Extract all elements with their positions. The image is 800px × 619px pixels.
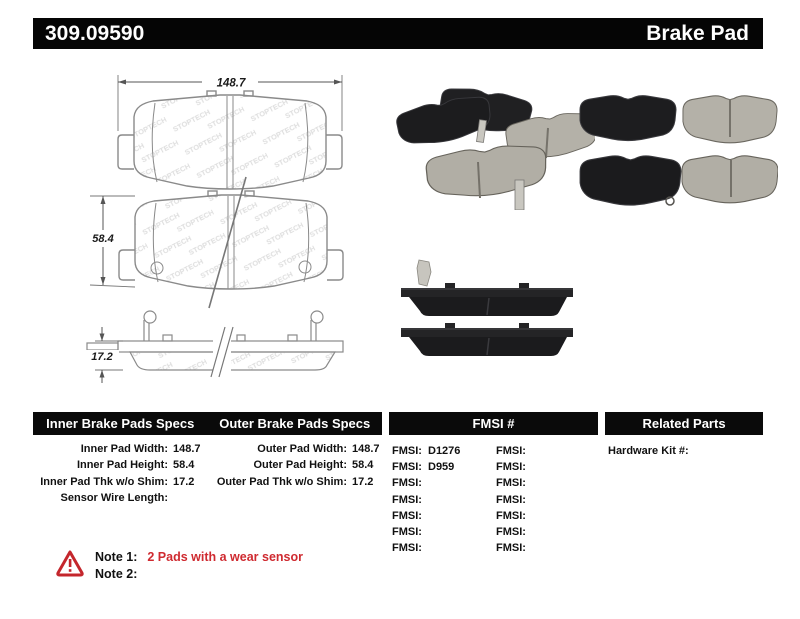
inner-specs-header: Inner Brake Pads Specs [46, 416, 195, 431]
fmsi-row [392, 524, 532, 540]
fmsi-value: D1276 [428, 445, 461, 457]
spec-label: Outer Pad Width: [257, 443, 347, 455]
fmsi-label: FMSI: [392, 526, 422, 539]
spec-row [33, 457, 209, 473]
note-1 [95, 549, 303, 566]
fmsi-header: FMSI # [472, 416, 515, 431]
related-parts-column [608, 443, 694, 459]
fmsi-value [428, 524, 494, 540]
fmsi-value [428, 508, 494, 524]
warning-icon [56, 550, 84, 577]
fmsi-label: FMSI: [392, 509, 422, 522]
notes-section [95, 549, 303, 583]
fmsi-row [392, 492, 532, 508]
height-dimension-label: 58.4 [92, 233, 114, 245]
fmsi-value [428, 492, 494, 508]
note2-label: Note 2: [95, 567, 138, 581]
header-bar [33, 18, 763, 49]
spec-label: Inner Pad Width: [80, 443, 168, 455]
fmsi-row [392, 475, 532, 491]
spec-row [33, 474, 209, 490]
pad-pair-photo [578, 85, 778, 210]
fmsi-label: FMSI: [496, 509, 526, 522]
fmsi-label: FMSI: [496, 493, 526, 506]
spec-value: 148.7 [352, 443, 380, 455]
spec-label: Sensor Wire Length: [60, 492, 168, 505]
fmsi-label: FMSI: [392, 542, 422, 555]
spec-label: Inner Pad Thk w/o Shim: [40, 475, 168, 488]
spec-label: Outer Pad Height: [253, 459, 347, 472]
spec-value: 148.7 [173, 443, 201, 455]
edge-view-drawing [87, 311, 343, 383]
fmsi-label: FMSI: [392, 493, 422, 506]
fmsi-row [392, 443, 532, 459]
fmsi-label: FMSI: [392, 477, 422, 490]
fmsi-label: FMSI: [496, 542, 526, 555]
wear-sensor-tab [417, 260, 431, 286]
specs-header-bar [33, 412, 382, 435]
fmsi-label: FMSI: [496, 526, 526, 539]
outer-specs-column [212, 441, 388, 490]
product-type-label: Brake Pad [646, 21, 749, 45]
spec-label: Outer Pad Thk w/o Shim: [216, 475, 347, 488]
spec-row [33, 490, 209, 506]
fmsi-column [392, 443, 532, 556]
fmsi-label: FMSI: [496, 461, 526, 474]
related-parts-header-bar [605, 412, 763, 435]
inner-view-drawing [90, 177, 343, 308]
note-2 [95, 566, 303, 583]
pad-edge-photo [393, 258, 583, 366]
pad-set-photo [390, 80, 595, 210]
spec-value: 58.4 [352, 459, 374, 472]
fmsi-label: FMSI: [392, 461, 422, 474]
front-view-drawing [118, 75, 342, 189]
inner-specs-column [33, 441, 209, 507]
spec-row [212, 441, 388, 457]
spec-value: 17.2 [173, 475, 195, 488]
fmsi-row [392, 540, 532, 556]
spec-row [212, 474, 388, 490]
fmsi-label: FMSI: [496, 445, 526, 457]
wear-sensor-clip [515, 180, 524, 210]
spec-row [33, 441, 209, 457]
technical-drawing [55, 65, 375, 395]
edge-view-pad [401, 323, 573, 356]
fmsi-row [392, 508, 532, 524]
fmsi-label: FMSI: [392, 445, 422, 457]
fmsi-header-bar [389, 412, 598, 435]
fmsi-row [392, 459, 532, 475]
spec-value: 58.4 [173, 459, 195, 472]
related-label: Hardware Kit #: [608, 445, 689, 457]
thickness-dimension-label: 17.2 [91, 351, 113, 363]
spec-label: Inner Pad Height: [76, 459, 168, 472]
outer-specs-header: Outer Brake Pads Specs [219, 416, 371, 431]
fmsi-value: D959 [428, 461, 455, 474]
edge-view-pad [401, 283, 573, 316]
related-parts-header: Related Parts [642, 416, 726, 431]
fmsi-value [428, 540, 494, 556]
spec-row [212, 457, 388, 473]
width-dimension-label: 148.7 [216, 77, 246, 90]
note1-label: Note 1: [95, 550, 138, 564]
fmsi-value [428, 475, 494, 491]
note1-text: 2 Pads with a wear sensor [147, 550, 303, 564]
related-row [608, 443, 694, 459]
spec-value: 17.2 [352, 475, 374, 488]
part-number: 309.09590 [45, 21, 145, 45]
fmsi-label: FMSI: [496, 477, 526, 490]
